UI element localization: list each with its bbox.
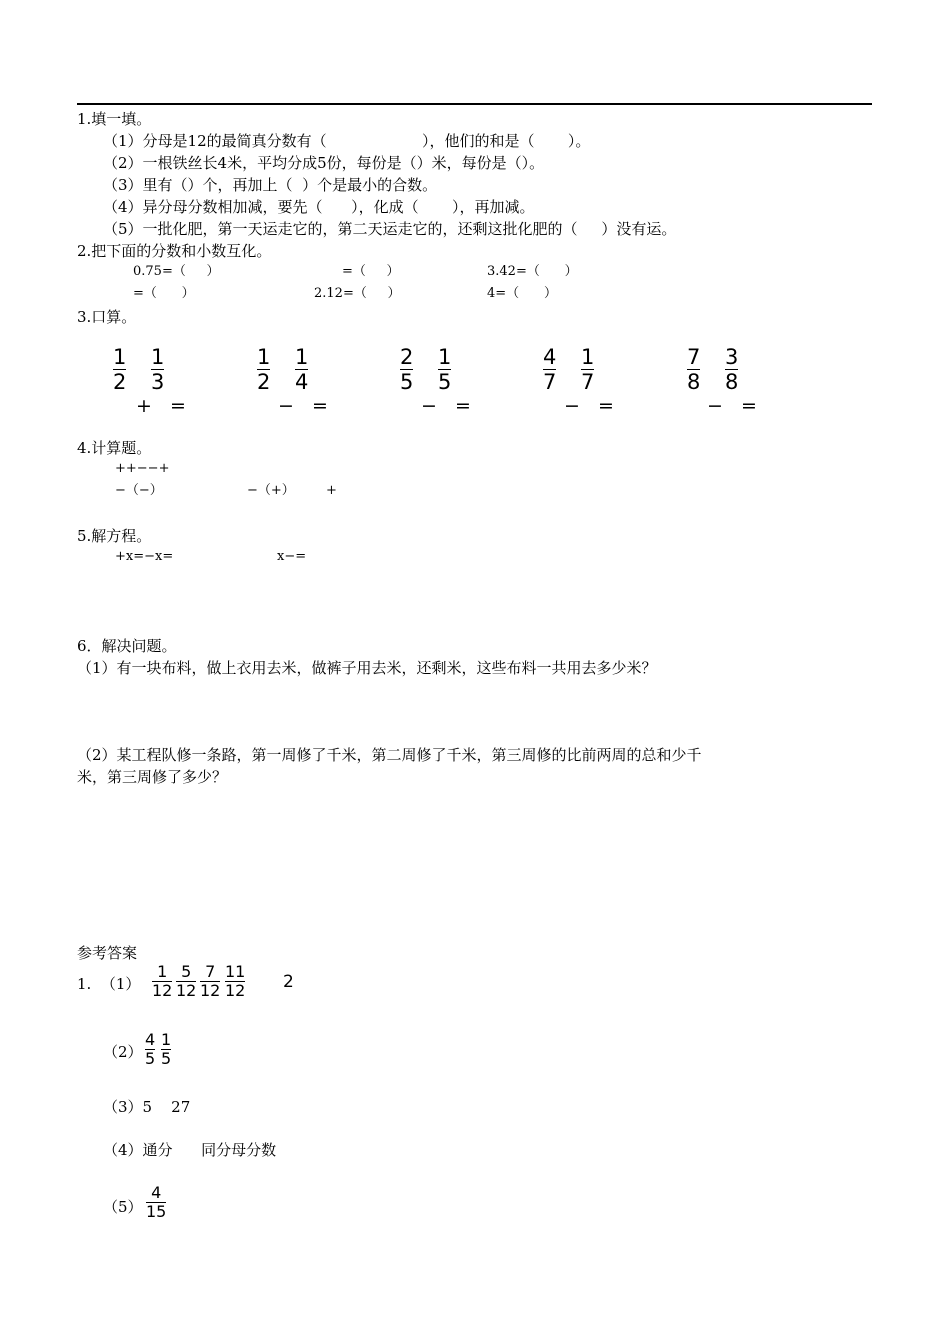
q2-item-a: 0.75=（ ） xyxy=(133,264,220,279)
fraction: 1 5 xyxy=(161,1030,172,1068)
q5-eq-a: +x=−x= xyxy=(115,549,174,564)
q6-title: 6．解决问题。 xyxy=(77,637,177,655)
fraction: 3 8 xyxy=(725,345,739,394)
q4-title: 4.计算题。 xyxy=(77,439,152,457)
q2-item-b: =（ ） xyxy=(342,264,400,279)
q1-line-2: （2）一根铁丝长4米，平均分成5份，每份是（）米，每份是（）。 xyxy=(103,154,545,172)
fraction: 1 12 xyxy=(152,962,173,1000)
q3-title: 3.口算。 xyxy=(77,308,137,326)
fraction: 4 7 xyxy=(543,345,557,394)
fraction: 4 5 xyxy=(145,1030,156,1068)
q2-item-f: 4=（ ） xyxy=(487,286,557,301)
q3-operator: − = xyxy=(278,395,328,417)
q2-item-d: =（ ） xyxy=(133,286,195,301)
q3-operator: − = xyxy=(707,395,757,417)
q6-problem-2-line-1: （2）某工程队修一条路，第一周修了千米，第二周修了千米，第三周修的比前两周的总和少千 xyxy=(77,746,702,764)
q3-operator: − = xyxy=(564,395,614,417)
q5-title: 5.解方程。 xyxy=(77,527,152,545)
q6-problem-1: （1）有一块布料，做上衣用去米，做裤子用去米，还剩米，这些布料一共用去多少米？ xyxy=(77,659,657,677)
q1-line-4: （4）异分母分数相加减，要先（ ），化成（ ），再加减。 xyxy=(103,198,535,216)
q5-eq-b: x−= xyxy=(277,549,307,564)
q6-problem-2-line-2: 米，第三周修了多少？ xyxy=(77,768,228,786)
fraction: 1 2 xyxy=(257,345,271,394)
fraction: 1 4 xyxy=(295,345,309,394)
fraction: 1 7 xyxy=(581,345,595,394)
q2-item-e: 2.12=（ ） xyxy=(314,286,401,301)
q4-line-2b: −（+） xyxy=(247,483,295,498)
fraction: 1 2 xyxy=(113,345,127,394)
q1-line-1: （1）分母是12的最简真分数有（ ），他们的和是（ ）。 xyxy=(103,132,591,150)
q3-operator: + = xyxy=(136,395,186,417)
q4-line-2c: + xyxy=(326,483,337,498)
q2-item-c: 3.42=（ ） xyxy=(487,264,578,279)
fraction: 4 15 xyxy=(146,1183,167,1221)
fraction: 7 12 xyxy=(200,962,221,1000)
q4-line-1: ++−−+ xyxy=(115,461,170,476)
fraction: 7 8 xyxy=(687,345,701,394)
q1-line-5: （5）一批化肥，第一天运走它的，第二天运走它的，还剩这批化肥的（ ）没有运。 xyxy=(103,220,677,238)
q4-line-2a: −（−） xyxy=(115,483,163,498)
answer-1-label: 1. （1） xyxy=(77,975,141,993)
answer-3: （3）5 27 xyxy=(103,1098,191,1116)
q1-line-3: （3）里有（）个，再加上（ ）个是最小的合数。 xyxy=(103,176,438,194)
fraction: 1 3 xyxy=(151,345,165,394)
fraction: 11 12 xyxy=(225,962,246,1000)
answer-2-label: （2） xyxy=(103,1043,143,1061)
header-rule xyxy=(77,103,872,105)
q1-title: 1.填一填。 xyxy=(77,110,152,128)
answers-title: 参考答案 xyxy=(77,944,138,962)
fraction: 1 5 xyxy=(438,345,452,394)
fraction: 5 12 xyxy=(176,962,197,1000)
answer-4: （4）通分 同分母分数 xyxy=(103,1141,277,1159)
q3-operator: − = xyxy=(421,395,471,417)
answer-1-sum: 2 xyxy=(283,972,294,992)
answer-5-label: （5） xyxy=(103,1198,143,1216)
q2-title: 2.把下面的分数和小数互化。 xyxy=(77,242,272,260)
fraction: 2 5 xyxy=(400,345,414,394)
